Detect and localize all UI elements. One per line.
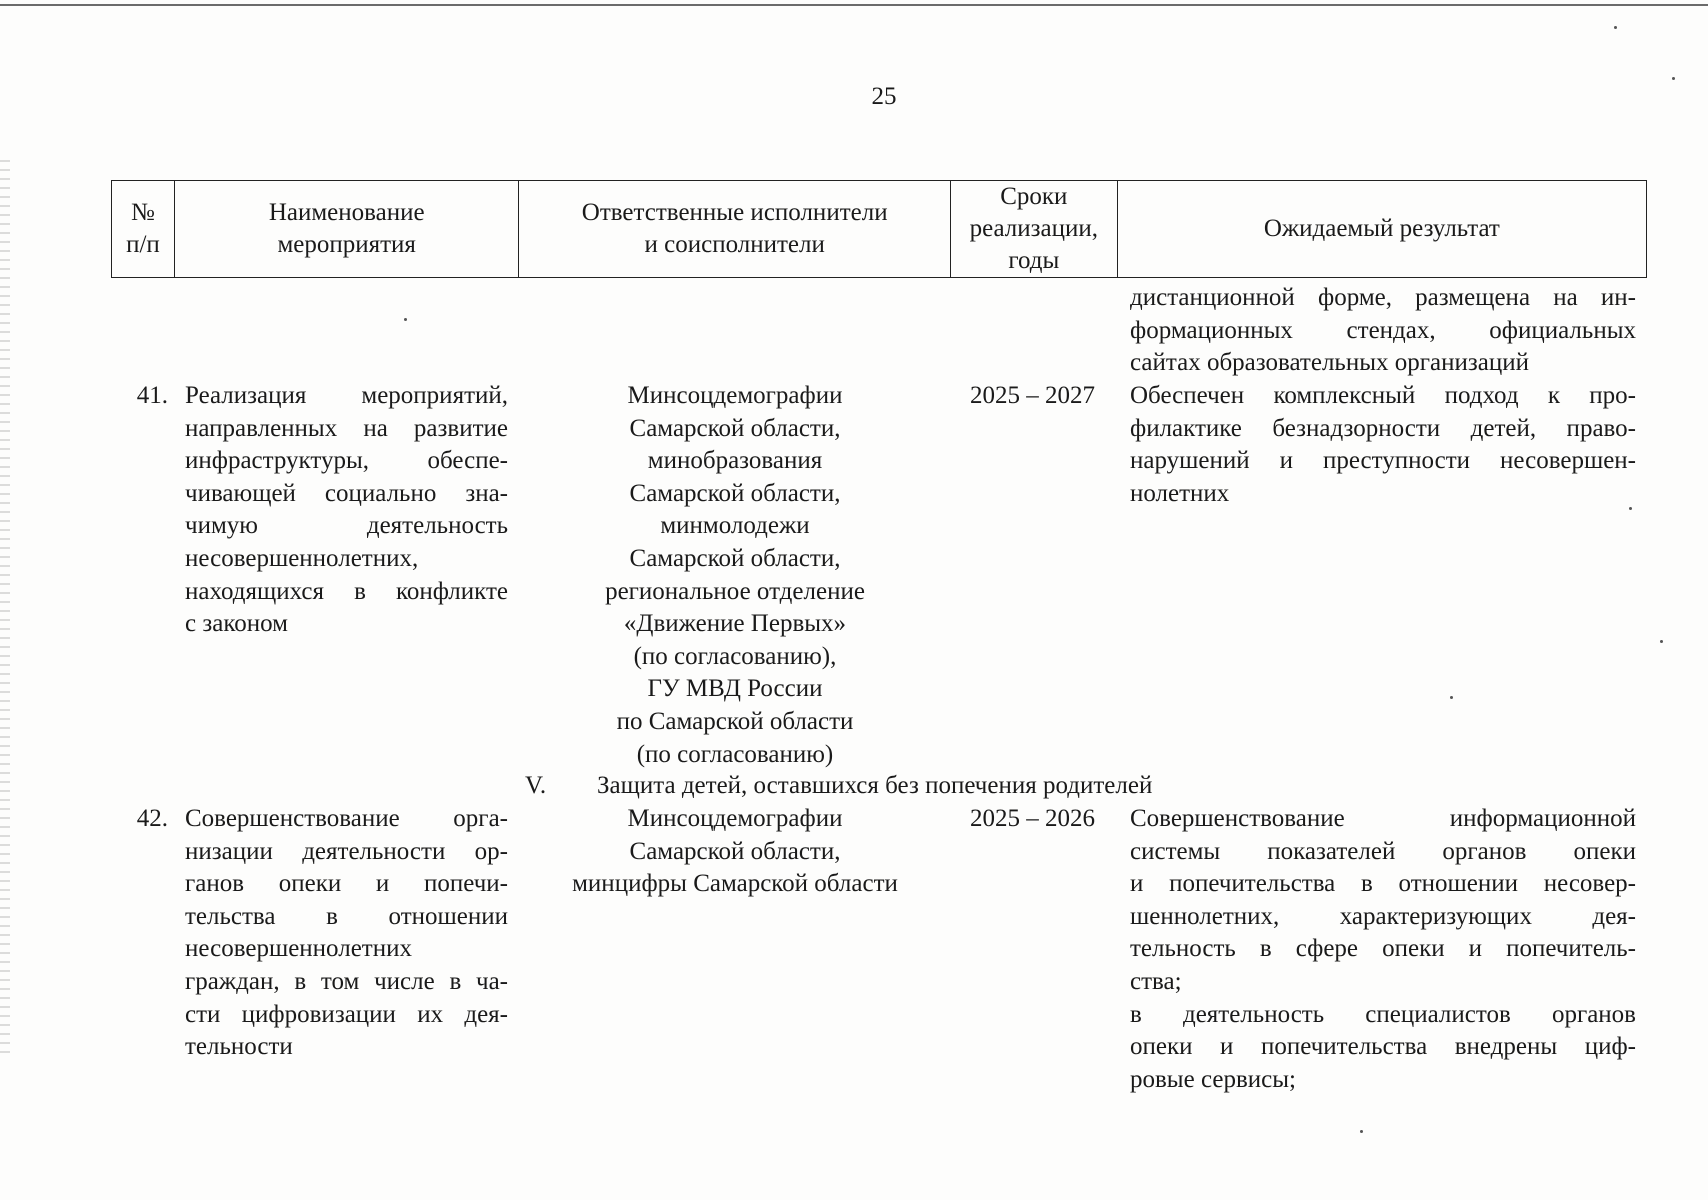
section-title: Защита детей, оставшихся без попечения родителей bbox=[597, 772, 1153, 799]
scan-speck bbox=[1360, 1130, 1363, 1133]
header-result: Ожидаемый результат bbox=[1263, 215, 1500, 242]
name-line: направленных на развитие bbox=[185, 414, 508, 442]
result-line: формационных стендах, официальных bbox=[1130, 316, 1636, 344]
top-border-line bbox=[0, 4, 1708, 6]
name-line: тельности bbox=[185, 1033, 293, 1061]
name-line: Реализация мероприятий, bbox=[185, 382, 508, 409]
executor-line: по Самарской области bbox=[616, 707, 854, 735]
executor-line: Самарской области, bbox=[629, 479, 841, 507]
name-line: Совершенствование орга- bbox=[185, 805, 508, 832]
page-number: 25 bbox=[871, 83, 897, 110]
name-line: ганов опеки и попечи- bbox=[185, 870, 508, 898]
result-line: нарушений и преступности несовершен- bbox=[1130, 447, 1636, 475]
result-line: опеки и попечительства внедрены циф- bbox=[1130, 1033, 1636, 1061]
row-42-name bbox=[185, 803, 508, 1064]
executor-line: Самарской области, bbox=[629, 544, 841, 572]
result-line: ства; bbox=[1130, 967, 1182, 995]
row-42-terms: 2025 – 2026 bbox=[970, 805, 1095, 832]
result-line: нолетних bbox=[1130, 479, 1230, 507]
name-line: несовершеннолетних, bbox=[185, 544, 419, 572]
executor-line: региональное отделение bbox=[605, 577, 865, 605]
row-42-number: 42. bbox=[136, 805, 168, 832]
scan-speck bbox=[1672, 77, 1675, 80]
table-header bbox=[111, 180, 1647, 278]
name-line: несовершеннолетних bbox=[185, 935, 412, 963]
executor-line: Самарской области, bbox=[629, 414, 841, 442]
result-line: системы показателей органов опеки bbox=[1130, 837, 1636, 865]
name-line: тельства в отношении bbox=[185, 902, 508, 930]
executor-line: Минсоцдемографии bbox=[627, 382, 843, 409]
row-41-result bbox=[1130, 380, 1636, 510]
header-terms: Сроки реализации, годы bbox=[951, 181, 1118, 277]
name-line: чимую деятельность bbox=[185, 512, 508, 540]
result-line: тельность в сфере опеки и попечитель- bbox=[1130, 935, 1636, 963]
scan-edge-artifact bbox=[0, 160, 10, 1060]
row-41-executors bbox=[530, 380, 940, 771]
name-line: с законом bbox=[185, 610, 288, 638]
row-42-result bbox=[1130, 803, 1636, 1096]
header-number: № п/п bbox=[112, 181, 175, 277]
name-line: граждан, в том числе в ча- bbox=[185, 967, 508, 995]
result-line: в деятельность специалистов органов bbox=[1130, 1000, 1636, 1028]
name-line: чивающей социально зна- bbox=[185, 479, 508, 507]
name-line: сти цифровизации их дея- bbox=[185, 1000, 508, 1028]
row-41-name bbox=[185, 380, 508, 641]
executor-line: ГУ МВД России bbox=[647, 675, 823, 703]
scan-speck bbox=[1660, 640, 1663, 643]
executor-line: Минсоцдемографии bbox=[627, 805, 843, 832]
executor-line: (по согласованию), bbox=[633, 642, 837, 670]
row-42-executors bbox=[530, 803, 940, 901]
scan-speck bbox=[404, 318, 407, 321]
section-heading bbox=[525, 770, 1152, 802]
result-line: дистанционной форме, размещена на ин- bbox=[1130, 284, 1636, 311]
result-line: ровые сервисы; bbox=[1130, 1065, 1296, 1093]
executor-line: (по согласованию) bbox=[636, 740, 834, 768]
name-line: находящихся в конфликте bbox=[185, 577, 508, 605]
executor-line: «Движение Первых» bbox=[623, 610, 847, 638]
scan-speck bbox=[1450, 696, 1453, 699]
result-line: шеннолетних, характеризующих дея- bbox=[1130, 902, 1636, 930]
executor-line: Самарской области, bbox=[629, 837, 841, 865]
header-executors: Ответственные исполнители и соисполнители bbox=[519, 181, 950, 277]
name-line: инфраструктуры, обеспе- bbox=[185, 447, 508, 475]
row-41-terms: 2025 – 2027 bbox=[970, 382, 1095, 409]
row-41-number: 41. bbox=[136, 382, 168, 409]
section-number: V. bbox=[525, 772, 547, 799]
continuation-result bbox=[1130, 282, 1636, 380]
result-line: Обеспечен комплексный подход к про- bbox=[1130, 382, 1636, 409]
result-line: сайтах образовательных организаций bbox=[1130, 349, 1529, 377]
executor-line: минобразования bbox=[647, 447, 823, 475]
result-line: филактике безнадзорности детей, право- bbox=[1130, 414, 1636, 442]
scan-speck bbox=[1614, 26, 1617, 29]
result-line: Совершенствование информационной bbox=[1130, 805, 1636, 832]
scan-speck bbox=[1629, 507, 1632, 510]
name-line: низации деятельности ор- bbox=[185, 837, 508, 865]
header-name: Наименование мероприятия bbox=[175, 181, 520, 277]
result-line: и попечительства в отношении несовер- bbox=[1130, 870, 1636, 898]
executor-line: минмолодежи bbox=[660, 512, 810, 540]
executor-line: минцифры Самарской области bbox=[572, 870, 898, 898]
